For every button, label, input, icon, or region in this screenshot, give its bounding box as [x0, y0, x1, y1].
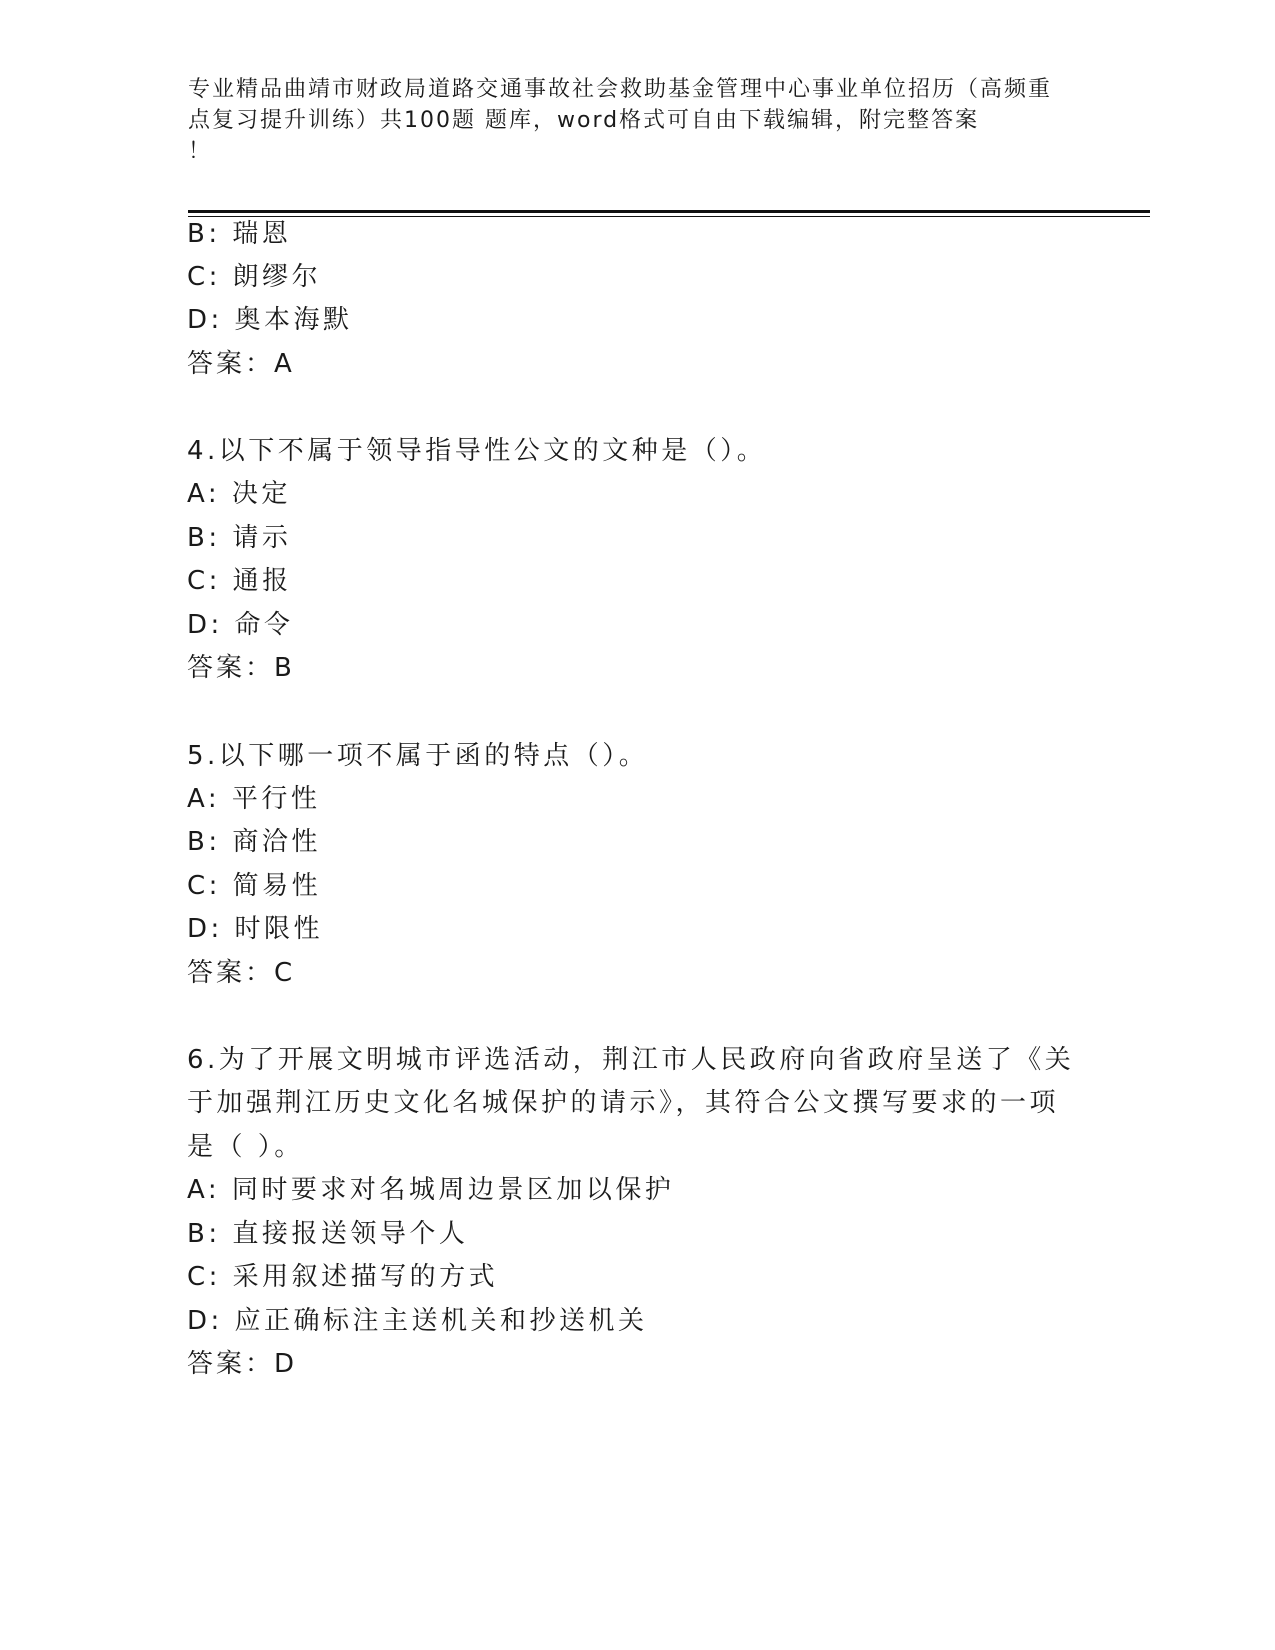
- q3-option-b: B: 瑞恩: [187, 219, 292, 249]
- q4-option-c: C: 通报: [187, 566, 292, 596]
- q3-option-d: D: 奥本海默: [187, 305, 353, 335]
- q4-stem: 4.以下不属于领导指导性公文的文种是（）。: [187, 436, 767, 466]
- q6-option-d: D: 应正确标注主送机关和抄送机关: [187, 1306, 648, 1336]
- header-line-1: 专业精品曲靖市财政局道路交通事故社会救助基金管理中心事业单位招历（高频重: [188, 77, 1053, 102]
- q4-option-b: B: 请示: [187, 523, 292, 553]
- document-header: [188, 74, 1088, 167]
- q6-option-c: C: 采用叙述描写的方式: [187, 1262, 499, 1292]
- header-line-2: 点复习提升训练）共100题 题库，word格式可自由下载编辑，附完整答案: [188, 108, 980, 133]
- q6-option-b: B: 直接报送领导个人: [187, 1219, 469, 1249]
- q5-option-c: C: 简易性: [187, 871, 322, 901]
- q4-answer: 答案：B: [187, 653, 295, 683]
- q4-option-d: D: 命令: [187, 610, 294, 640]
- header-divider-thick: [188, 210, 1150, 213]
- q5-option-b: B: 商洽性: [187, 827, 321, 857]
- q6-option-a: A: 同时要求对名城周边景区加以保护: [187, 1175, 675, 1205]
- q5-answer: 答案：C: [187, 958, 296, 988]
- q5-stem: 5.以下哪一项不属于函的特点（）。: [187, 741, 649, 771]
- q5-option-d: D: 时限性: [187, 914, 324, 944]
- q4-option-a: A: 决定: [187, 479, 291, 509]
- header-divider-thin: [188, 216, 1150, 217]
- q3-option-c: C: 朗缪尔: [187, 262, 322, 292]
- q6-stem-line-3: 是（ ）。: [187, 1132, 304, 1162]
- q5-option-a: A: 平行性: [187, 784, 321, 814]
- q6-stem-line-1: 6.为了开展文明城市评选活动，荆江市人民政府向省政府呈送了《关: [187, 1045, 1075, 1075]
- q6-answer: 答案：D: [187, 1349, 298, 1379]
- q3-answer: 答案：A: [187, 349, 295, 379]
- header-line-3: ！: [188, 139, 213, 164]
- q6-stem-line-2: 于加强荆江历史文化名城保护的请示》，其符合公文撰写要求的一项: [187, 1088, 1060, 1118]
